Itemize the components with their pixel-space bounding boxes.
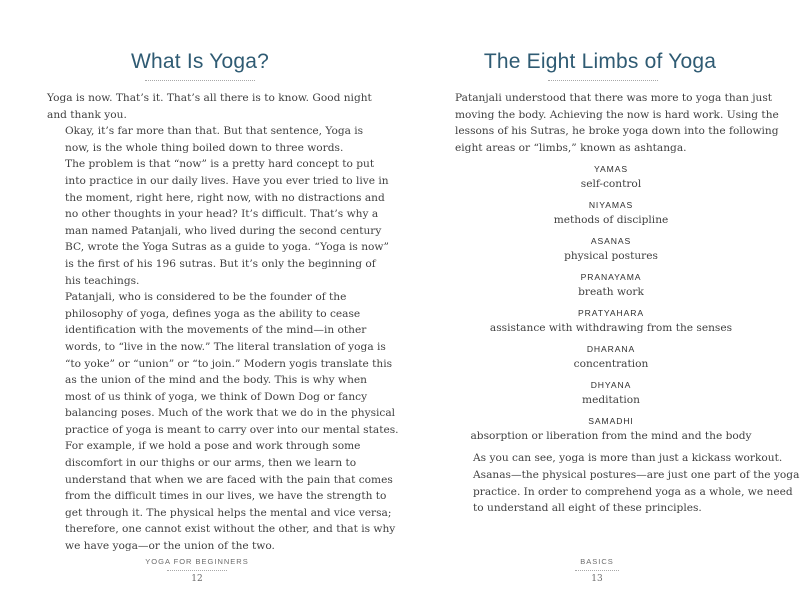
text-line: from the difficult times in our lives, we have the strength to [65,490,387,503]
page-title: What Is Yoga? [130,50,270,73]
limb-name: NIYAMAS [588,200,634,211]
text-line: to understand all eight of these principles. [473,502,702,515]
text-line: therefore, one cannot exist without the other, and that is why [65,523,396,536]
text-line: philosophy of yoga, defines yoga as the ability to cease [65,307,361,320]
limb-name: DHARANA [586,344,636,355]
body-paragraph [47,438,396,554]
limb-item [455,198,767,228]
limb-description: meditation [582,394,640,407]
limb-name: SAMADHI [588,416,634,427]
limb-item [455,234,767,264]
limb-item [455,414,767,444]
limb-description: absorption or liberation from the mind and the body [470,430,752,443]
title-divider [548,80,658,81]
text-line: As you can see, yoga is more than just a kickass workout. [473,452,783,465]
closing-paragraph [455,450,800,516]
limb-description: assistance with withdrawing from the senses [489,322,733,335]
running-head: YOGA FOR BEGINNERS [145,557,249,566]
text-line: and thank you. [47,108,127,121]
text-line: moving the body. Achieving the now is hard work. Using the [455,108,779,121]
limb-name: PRATYAHARA [578,308,644,319]
left-body-text [47,90,399,555]
text-line: understand that when we are faced with the pain that comes [65,473,393,486]
limb-name: ASANAS [590,236,632,247]
text-line: BC, wrote the Yoga Sutras as a guide to yoga. “Yoga is now” [65,241,389,254]
limb-item [455,270,767,300]
text-line: practice. In order to comprehend yoga as a whole, we need [473,485,793,498]
limb-item [455,306,767,336]
text-line: most of us think of yoga, we think of Down Dog or fancy [65,390,368,403]
text-line: no other thoughts in your head? It’s difficult. That’s why a [65,208,379,221]
body-paragraph [47,289,399,438]
page-number: 12 [191,574,203,584]
right-body-text [455,90,800,517]
limb-description: self-control [580,178,642,191]
page-title: The Eight Limbs of Yoga [483,50,717,73]
page-footer [394,556,800,585]
footer-divider [167,570,227,571]
right-page [400,0,800,609]
text-line: balancing poses. Much of the work that we do in the physical [65,407,396,420]
title-divider [145,80,255,81]
text-line: eight areas or “limbs,” known as ashtanga. [455,141,687,154]
body-paragraph [47,123,364,156]
text-line: Patanjali understood that there was more to yoga than just [455,92,773,104]
text-line: now, is the whole thing boiled down to three words. [65,141,344,154]
text-line: discomfort in our thighs or our arms, then we learn to [65,457,357,470]
text-line: practice of yoga is meant to carry over into our mental states. [65,423,399,436]
limb-name: YAMAS [594,164,628,175]
body-paragraph [47,156,389,289]
text-line: identification with the movements of the mind—in other [65,324,367,337]
text-line: we have yoga—or the union of the two. [65,540,275,553]
intro-paragraph [455,90,779,156]
text-line: lessons of his Sutras, he broke yoga down into the following [455,125,779,138]
text-line: words, to “live in the now.” The literal translation of yoga is [65,340,386,353]
text-line: into practice in our daily lives. Have you ever tried to live in [65,174,389,187]
page-footer [0,556,400,585]
limb-description: concentration [573,358,649,371]
running-head: BASICS [580,557,614,566]
text-line: as the union of the mind and the body. This is why when [65,374,367,387]
text-line: get through it. The physical helps the mental and vice versa; [65,506,392,519]
text-line: Asanas—the physical postures—are just one part of the yoga [473,468,800,481]
text-line: is the first of his 196 sutras. But it’s only the beginning of [65,257,376,270]
limb-item [455,342,767,372]
text-line: man named Patanjali, who lived during the second century [65,224,382,237]
limb-description: breath work [578,286,644,299]
limb-name: PRANAYAMA [580,272,642,283]
text-line: “to yoke” or “union” or “to join.” Modern yogis translate this [65,357,393,370]
text-line: the moment, right here, right now, with no distractions and [65,191,385,204]
text-line: Patanjali, who is considered to be the founder of the [65,291,347,304]
body-paragraph [47,90,372,123]
text-line: The problem is that “now” is a pretty hard concept to put [65,158,375,171]
limb-name: DHYANA [590,380,632,391]
text-line: Okay, it’s far more than that. But that sentence, Yoga is [65,125,364,138]
limb-description: physical postures [564,250,658,263]
text-line: For example, if we hold a pose and work through some [65,440,361,453]
text-line: Yoga is now. That’s it. That’s all there is to know. Good night [47,92,372,104]
page-number: 13 [591,574,603,584]
limb-item [455,162,767,192]
limbs-list [455,162,767,444]
limb-description: methods of discipline [553,214,669,227]
footer-divider [575,570,619,571]
limb-item [455,378,767,408]
text-line: his teachings. [65,274,140,287]
